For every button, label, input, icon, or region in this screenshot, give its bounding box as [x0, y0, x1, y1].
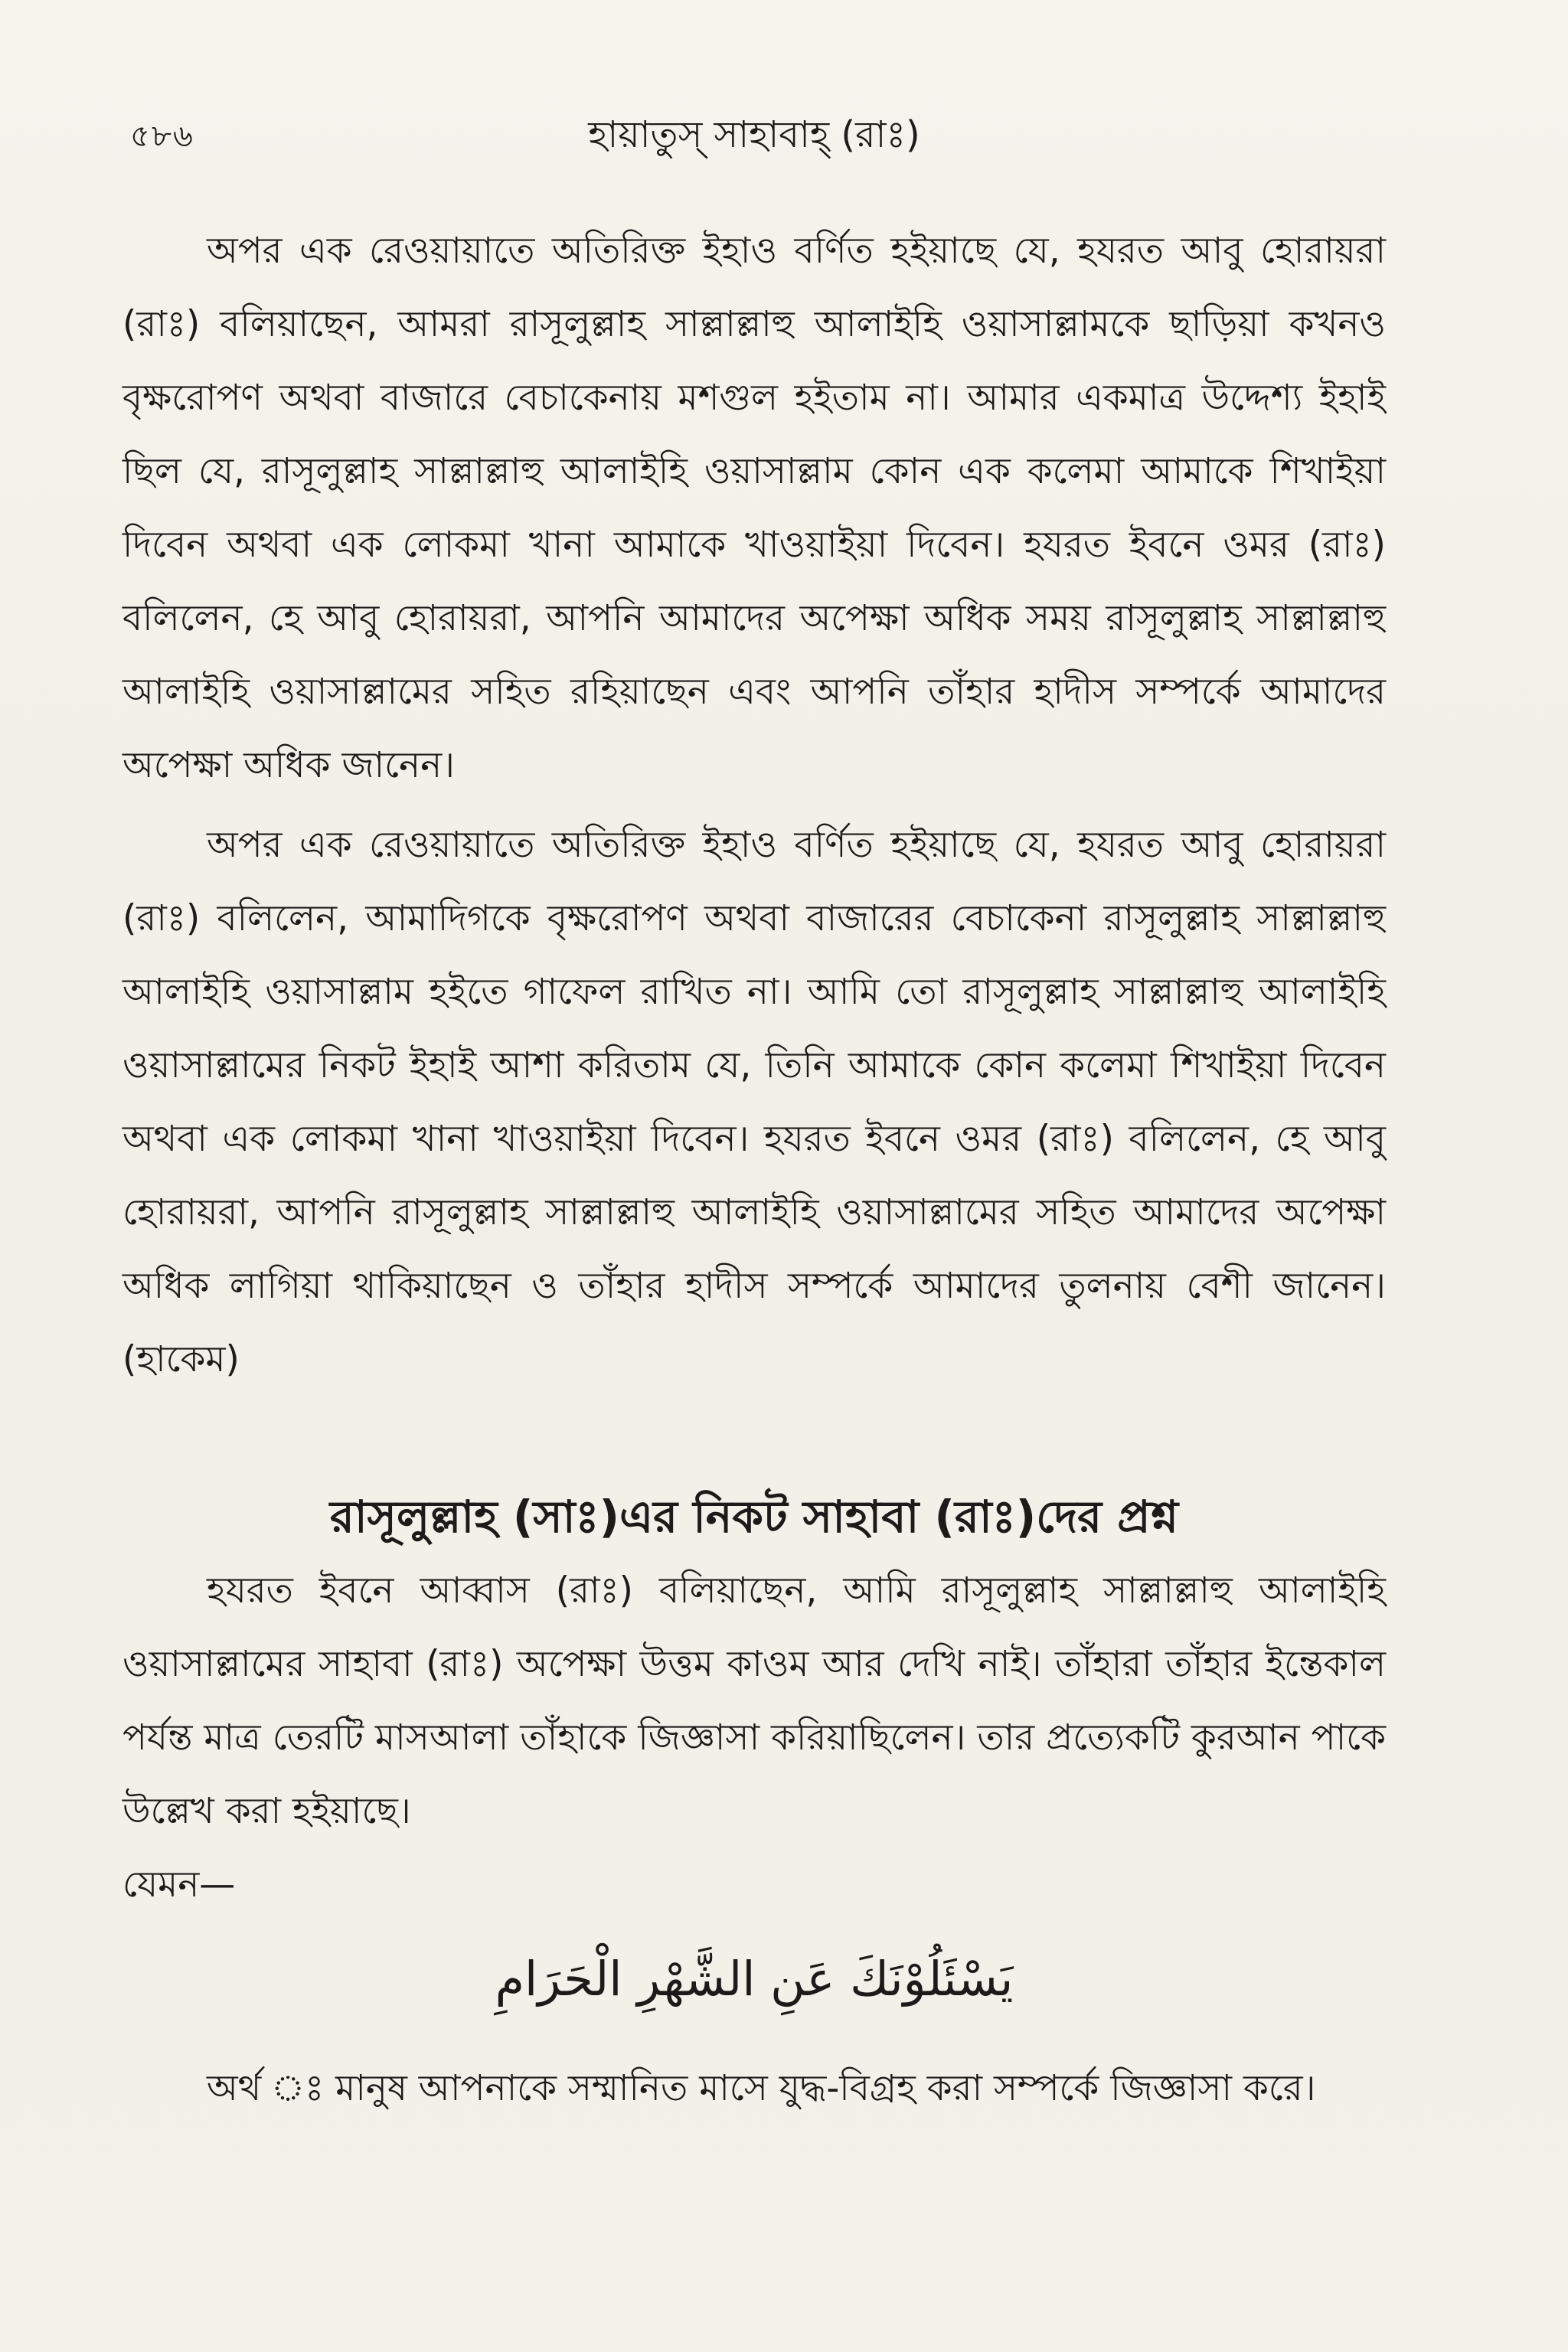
page-number: ৫৮৬ — [130, 119, 194, 154]
arabic-verse: يَسْئَلُوْنَكَ عَنِ الشَّهْرِ الْحَرَامِ — [495, 1951, 1014, 2007]
page-header — [122, 107, 1386, 168]
page-body — [122, 214, 1386, 2125]
lead-in-text: যেমন— — [122, 1864, 236, 1906]
verse-translation: অর্থ ঃ মানুষ আপনাকে সম্মানিত মাসে যুদ্ধ-বিগ্রহ করা সম্পর্কে জিজ্ঞাসা করে। — [207, 2067, 1316, 2109]
paragraph-1: অপর এক রেওয়ায়াতে অতিরিক্ত ইহাও বর্ণিত হইয়াছে যে, হযরত আবু হোরায়রা (রাঃ) বলিয়াছেন, আমরা রাসূলুল্লাহ সাল্লাল্লাহু আলাইহি ওয়াসাল্লামকে ছাড়িয়া কখনও বৃক্ষরোপণ অথবা বাজারে বেচাকেনায় মশগুল হইতাম না। আমার একমাত্র উদ্দেশ্য ইহাই ছিল যে, রাসূলুল্লাহ সাল্লাল্লাহু আলাইহি ওয়াসাল্লাম কোন এক কলেমা আমাকে শিখাইয়া দিবেন অথবা এক লোকমা খানা আমাকে খাওয়াইয়া দিবেন। হযরত ইবনে ওমর (রাঃ) বলিলেন, হে আবু হোরায়রা, আপনি আমাদের অপেক্ষা অধিক সময় রাসূলুল্লাহ সাল্লাল্লাহু আলাইহি ওয়াসাল্লামের সহিত রহিয়াছেন এবং আপনি তাঁহার হাদীস সম্পর্কে আমাদের অপেক্ষা অধিক জানেন। — [122, 230, 1386, 786]
paragraph-2: অপর এক রেওয়ায়াতে অতিরিক্ত ইহাও বর্ণিত হইয়াছে যে, হযরত আবু হোরায়রা (রাঃ) বলিলেন, আমাদিগকে বৃক্ষরোপণ অথবা বাজারের বেচাকেনা রাসূলুল্লাহ সাল্লাল্লাহু আলাইহি ওয়াসাল্লাম হইতে গাফেল রাখিত না। আমি তো রাসূলুল্লাহ সাল্লাল্লাহু আলাইহি ওয়াসাল্লামের নিকট ইহাই আশা করিতাম যে, তিনি আমাকে কোন কলেমা শিখাইয়া দিবেন অথবা এক লোকমা খানা খাওয়াইয়া দিবেন। হযরত ইবনে ওমর (রাঃ) বলিলেন, হে আবু হোরায়রা, আপনি রাসূলুল্লাহ সাল্লাল্লাহু আলাইহি ওয়াসাল্লামের সহিত আমাদের অপেক্ষা অধিক লাগিয়া থাকিয়াছেন ও তাঁহার হাদীস সম্পর্কে আমাদের তুলনায় বেশী জানেন। (হাকেম) — [122, 824, 1386, 1380]
section-heading: রাসূলুল্লাহ (সাঃ)এর নিকট সাহাবা (রাঃ)দের প্রশ্ন — [329, 1491, 1179, 1543]
running-title: হায়াতুস্ সাহাবাহ্ (রাঃ) — [588, 113, 920, 156]
section-paragraph: হযরত ইবনে আব্বাস (রাঃ) বলিয়াছেন, আমি রাসূলুল্লাহ সাল্লাল্লাহু আলাইহি ওয়াসাল্লামের সাহাবা (রাঃ) অপেক্ষা উত্তম কাওম আর দেখি নাই। তাঁহারা তাঁহার ইন্তেকাল পর্যন্ত মাত্র তেরটি মাসআলা তাঁহাকে জিজ্ঞাসা করিয়াছিলেন। তার প্রত্যেকটি কুরআন পাকে উল্লেখ করা হইয়াছে। — [122, 1570, 1386, 1832]
